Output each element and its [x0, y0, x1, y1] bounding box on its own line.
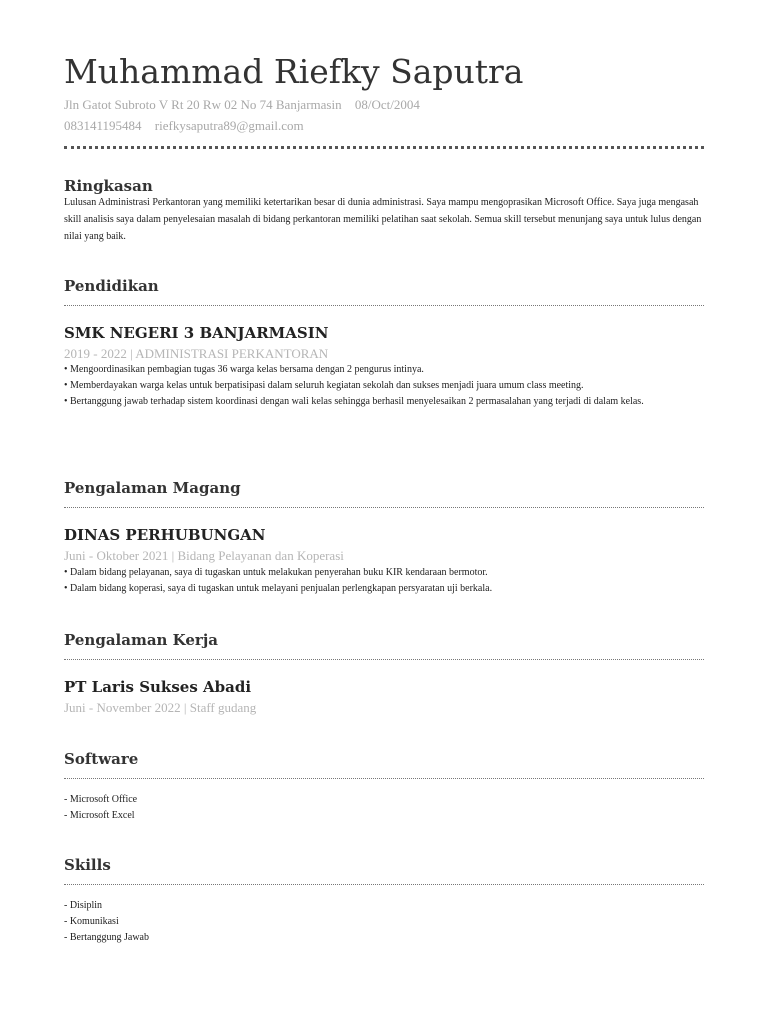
list-item: - Disiplin	[64, 900, 103, 911]
list-item: - Microsoft Excel	[64, 810, 135, 821]
contact-line-2	[64, 116, 704, 135]
list-item: • Dalam bidang pelayanan, saya di tugaskan untuk melakukan penyerahan buku KIR kendaraan bermotor.	[64, 567, 488, 578]
list-item: - Microsoft Office	[64, 794, 138, 805]
education-title: Pendidikan	[64, 277, 159, 295]
internship-divider	[64, 507, 704, 508]
work-title: Pengalaman Kerja	[64, 631, 218, 649]
phone-text: 083141195484	[64, 118, 142, 133]
birth-date-text: 08/Oct/2004	[354, 97, 420, 112]
address-text: Jln Gatot Subroto V Rt 20 Rw 02 No 74 Banjarmasin	[64, 97, 342, 112]
software-list	[64, 792, 704, 824]
education-meta: 2019 - 2022 | ADMINISTRASI PERKANTORAN	[64, 346, 329, 361]
list-item: - Bertanggung Jawab	[64, 932, 149, 943]
list-item: • Bertanggung jawab terhadap sistem koordinasi dengan wali kelas sehingga berhasil menyelesaikan 2 permasalahan yang terjadi di dalam kelas.	[64, 396, 644, 407]
skills-list	[64, 898, 704, 946]
skills-title: Skills	[64, 856, 111, 874]
internship-meta: Juni - Oktober 2021 | Bidang Pelayanan dan Koperasi	[64, 548, 344, 563]
education-list	[64, 362, 704, 410]
work-org: PT Laris Sukses Abadi	[64, 678, 252, 696]
software-divider	[64, 778, 704, 779]
work-divider	[64, 659, 704, 660]
internship-org: DINAS PERHUBUNGAN	[64, 526, 266, 544]
list-item: - Komunikasi	[64, 916, 119, 927]
skills-divider	[64, 884, 704, 885]
work-meta: Juni - November 2022 | Staff gudang	[64, 700, 257, 715]
resume-name: Muhammad Riefky Saputra	[64, 52, 524, 91]
summary-title: Ringkasan	[64, 177, 153, 195]
email-link[interactable]: riefkysaputra89@gmail.com	[154, 118, 304, 133]
list-item: • Dalam bidang koperasi, saya di tugaskan untuk melayani penjualan perlengkapan persyaratan uji berkala.	[64, 583, 493, 594]
software-title: Software	[64, 750, 139, 768]
internship-list	[64, 565, 704, 597]
list-item: • Memberdayakan warga kelas untuk berpatisipasi dalam seluruh kegiatan sekolah dan sukses menjadi juara umum class meeting.	[64, 380, 584, 391]
header-divider	[64, 146, 704, 149]
contact-line-1	[64, 95, 704, 114]
education-divider	[64, 305, 704, 306]
list-item: • Mengoordinasikan pembagian tugas 36 warga kelas bersama dengan 2 pengurus intinya.	[64, 364, 424, 375]
education-org: SMK NEGERI 3 BANJARMASIN	[64, 324, 329, 342]
internship-title: Pengalaman Magang	[64, 479, 241, 497]
summary-text: Lulusan Administrasi Perkantoran yang memiliki ketertarikan besar di dunia administrasi. Saya mampu mengoprasikan Microsoft Office. Saya juga mengasah skill analisis saya dalam penyelesaian masalah di bidang perkantoran memiliki pelatihan saat sekolah. Semua skill tersebut menunjang saya untuk lulus dengan nilai yang baik.	[64, 197, 702, 242]
